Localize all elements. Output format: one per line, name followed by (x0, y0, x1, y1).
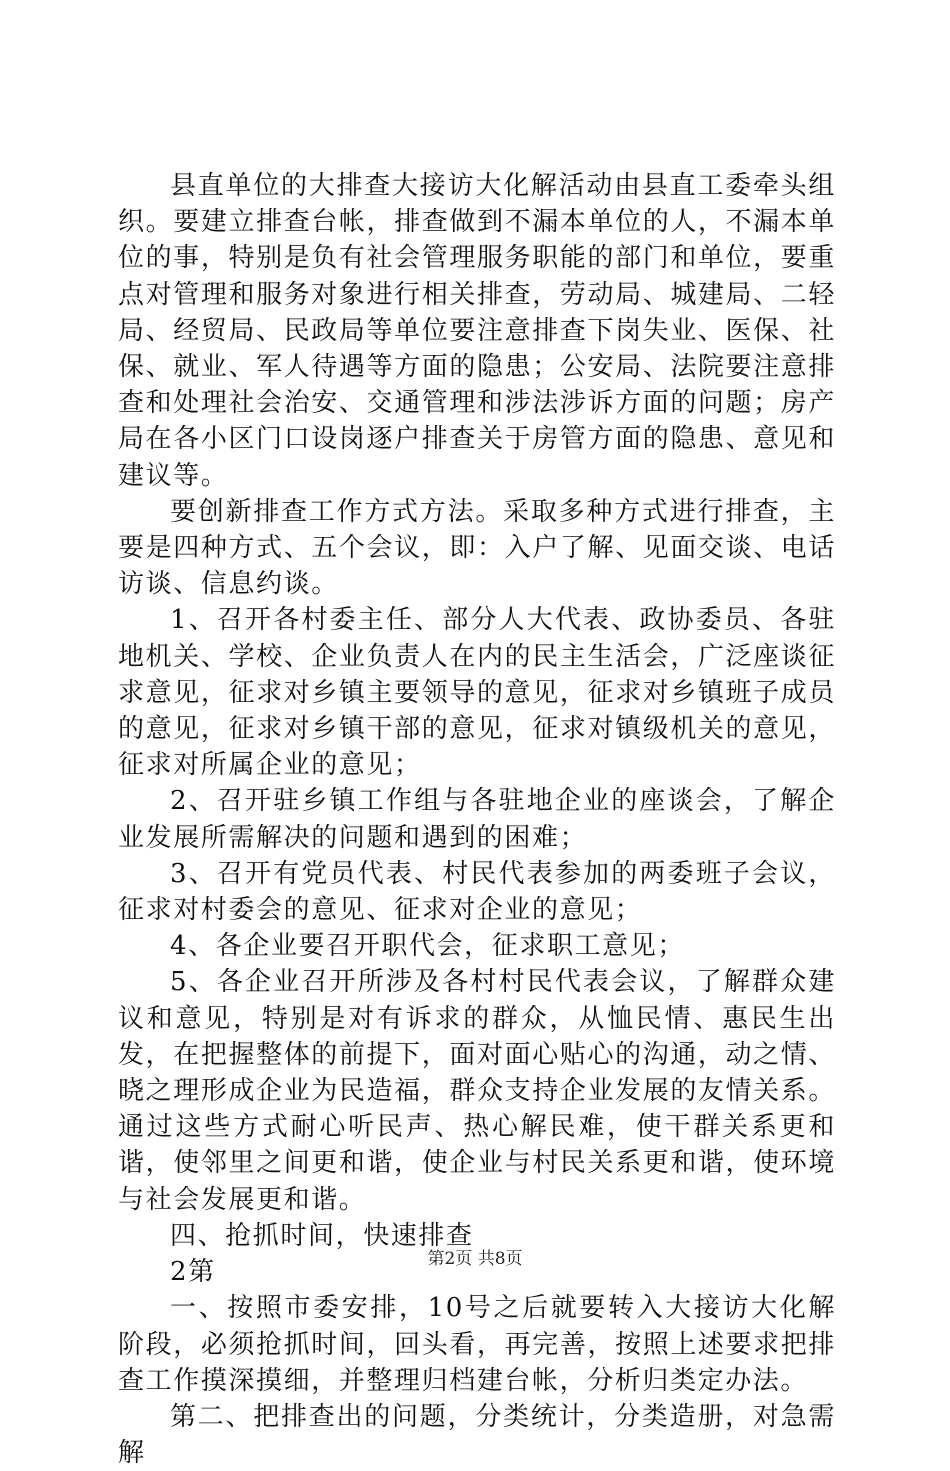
document-body (118, 168, 836, 1471)
page-footer: 第2页 共8页 (427, 1249, 523, 1269)
section-heading-4: 四、抢抓时间，快速排查 (170, 1220, 474, 1251)
paragraph-item-4: 4、各企业要召开职代会，征求职工意见； (170, 931, 685, 962)
paragraph-item-3: 3、召开有党员代表、村民代表参加的两委班子会议，征求对村委会的意见、征求对企业的意见； (118, 858, 836, 926)
paragraph-first-step: 一、按照市委安排，10号之后就要转入大接访大化解阶段，必须抢抓时间，回头看，再完善，按照上述要求把排查工作摸深摸细，并整理归档建台帐，分析归类定办法。 (118, 1293, 836, 1396)
paragraph-page-marker: 2第 (170, 1257, 216, 1288)
paragraph-second-step: 第二、把排查出的问题，分类统计，分类造册，对急需解 (118, 1401, 836, 1469)
paragraph-innovate-methods: 要创新排查工作方式方法。采取多种方式进行排查，主要是四种方式、五个会议，即：入户了解、见面交谈、电话访谈、信息约谈。 (118, 496, 836, 600)
paragraph-item-1: 1、召开各村委主任、部分人大代表、政协委员、各驻地机关、学校、企业负责人在内的民主生活会，广泛座谈征求意见，征求对乡镇主要领导的意见，征求对乡镇班子成员的意见，征求对乡镇干部的意见，征求对镇级机关的意见，征求对所属企业的意见； (118, 605, 836, 781)
paragraph-county-units: 县直单位的大排查大接访大化解活动由县直工委牵头组织。要建立排查台帐，排查做到不漏本单位的人，不漏本单位的事，特别是负有社会管理服务职能的部门和单位，要重点对管理和服务对象进行相关排查，劳动局、城建局、二轻局、经贸局、民政局等单位要注意排查下岗失业、医保、社保、就业、军人待遇等方面的隐患；公安局、法院要注意排查和处理社会治安、交通管理和涉法涉诉方面的问题；房产局在各小区门口设岗逐户排查关于房管方面的隐患、意见和建议等。 (118, 171, 836, 491)
paragraph-item-2: 2、召开驻乡镇工作组与各驻地企业的座谈会，了解企业发展所需解决的问题和遇到的困难； (118, 786, 836, 853)
paragraph-item-5: 5、各企业召开所涉及各村村民代表会议，了解群众建议和意见，特别是对有诉求的群众，从恤民情、惠民生出发，在把握整体的前提下，面对面心贴心的沟通，动之情、晓之理形成企业为民造福，群众支持企业发展的友情关系。通过这些方式耐心听民声、热心解民难，使干群关系更和谐，使邻里之间更和谐，使企业与村民关系更和谐，使环境与社会发展更和谐。 (118, 967, 836, 1215)
